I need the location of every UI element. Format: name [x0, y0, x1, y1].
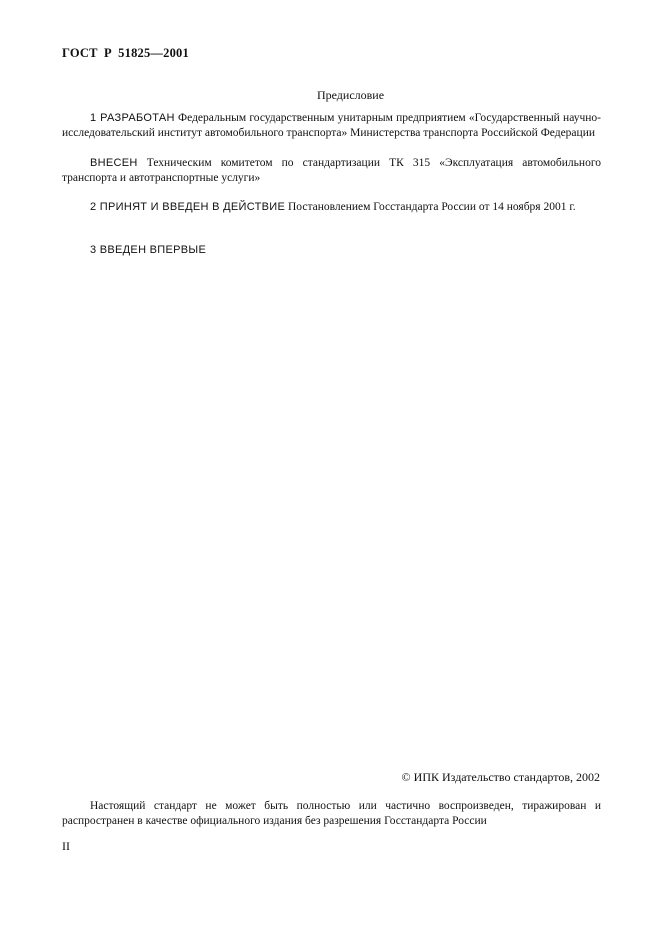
foreword-item-first-introduced: [62, 243, 601, 258]
document-code: ГОСТ Р 51825—2001: [62, 46, 189, 60]
item-lead: 2 ПРИНЯТ И ВВЕДЕН В ДЕЙСТВИЕ: [90, 201, 286, 213]
item-lead: 3 ВВЕДЕН ВПЕРВЫЕ: [90, 244, 207, 256]
item-text: Техническим комитетом по стандартизации ТК 315 «Эксплуатация автомобильного транспорта и автотранспортные услуги»: [62, 157, 601, 184]
foreword-item-developed: [62, 111, 601, 140]
foreword-item-introduced: [62, 156, 601, 185]
copyright-line: © ИПК Издательство стандартов, 2002: [401, 770, 600, 784]
page-number: II: [62, 839, 70, 853]
item-text: Федеральным государственным унитарным предприятием «Государственный научно-исследовательский институт автомобильного транспорта» Министерства транспорта Российской Федерации: [62, 112, 601, 139]
item-lead: 1 РАЗРАБОТАН: [90, 112, 175, 124]
foreword-item-adopted: [62, 200, 601, 215]
reproduction-notice: Настоящий стандарт не может быть полностью или частично воспроизведен, тиражирован и распространен в качестве официального издания без разрешения Госстандарта России: [62, 800, 601, 827]
item-text: Постановлением Госстандарта России от 14 ноября 2001 г.: [285, 201, 576, 213]
item-lead: ВНЕСЕН: [90, 157, 138, 169]
foreword-title: Предисловие: [316, 88, 385, 102]
